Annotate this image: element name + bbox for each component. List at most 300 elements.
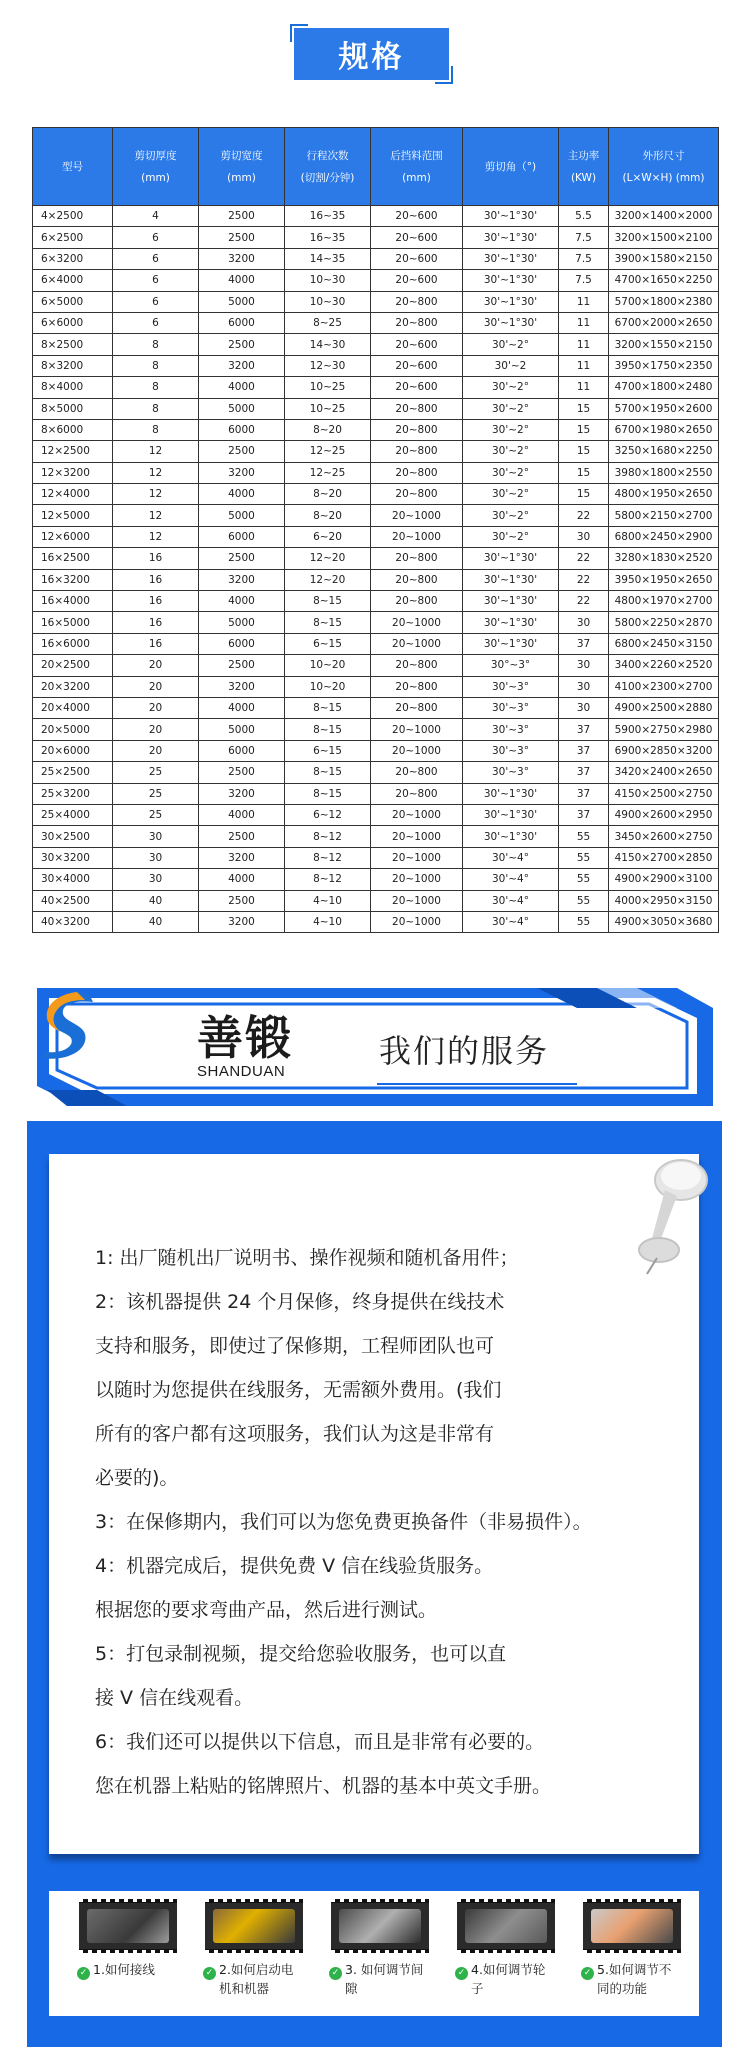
table-row — [33, 804, 719, 825]
video-label-line2: 隙 — [345, 1981, 358, 1996]
table-cell: 30'~2° — [463, 398, 559, 419]
table-cell: 8×6000 — [33, 419, 113, 440]
table-cell: 20~800 — [371, 291, 463, 312]
table-cell: 10~30 — [285, 291, 371, 312]
table-cell: 40×2500 — [33, 890, 113, 911]
table-cell: 20~800 — [371, 569, 463, 590]
video-item[interactable] — [447, 1899, 565, 2011]
video-label — [69, 1961, 187, 1997]
table-cell: 5000 — [199, 505, 285, 526]
table-cell: 30'~1°30' — [463, 248, 559, 269]
check-icon: ✓ — [455, 1967, 468, 1980]
table-cell: 25×3200 — [33, 783, 113, 804]
table-cell: 6×6000 — [33, 312, 113, 333]
table-cell: 20×3200 — [33, 676, 113, 697]
video-item[interactable] — [321, 1899, 439, 2011]
table-cell: 40×3200 — [33, 911, 113, 932]
table-cell: 15 — [559, 398, 609, 419]
table-cell: 20~600 — [371, 270, 463, 291]
header-unit: (L×W×H) (mm) — [622, 171, 705, 184]
table-row — [33, 526, 719, 547]
table-cell: 30'~4° — [463, 911, 559, 932]
table-cell: 30'~1°30' — [463, 591, 559, 612]
table-cell: 40 — [113, 890, 199, 911]
table-row — [33, 462, 719, 483]
table-cell: 20~1000 — [371, 890, 463, 911]
video-thumbnail[interactable] — [583, 1899, 681, 1953]
table-cell: 16×4000 — [33, 591, 113, 612]
table-cell: 22 — [559, 548, 609, 569]
table-cell: 20~1000 — [371, 847, 463, 868]
table-header-cell — [199, 128, 285, 206]
service-line: 支持和服务，即使过了保修期，工程师团队也可 — [95, 1335, 495, 1357]
table-cell: 5800×2150×2700 — [609, 505, 719, 526]
table-cell: 30'~3° — [463, 676, 559, 697]
table-row — [33, 591, 719, 612]
table-cell: 55 — [559, 911, 609, 932]
table-cell: 37 — [559, 783, 609, 804]
table-cell: 55 — [559, 869, 609, 890]
table-cell: 3420×2400×2650 — [609, 762, 719, 783]
table-cell: 20~800 — [371, 548, 463, 569]
table-row — [33, 270, 719, 291]
table-cell: 20 — [113, 740, 199, 761]
table-cell: 55 — [559, 847, 609, 868]
table-cell: 30'~2° — [463, 441, 559, 462]
table-cell: 4000 — [199, 804, 285, 825]
table-cell: 5000 — [199, 291, 285, 312]
video-frame-image — [87, 1909, 169, 1943]
check-icon: ✓ — [581, 1967, 594, 1980]
check-icon: ✓ — [203, 1967, 216, 1980]
table-cell: 6~15 — [285, 633, 371, 654]
table-cell: 5000 — [199, 612, 285, 633]
table-cell: 3200 — [199, 462, 285, 483]
table-cell: 10~20 — [285, 655, 371, 676]
table-cell: 20~600 — [371, 248, 463, 269]
table-cell: 30'~1°30' — [463, 569, 559, 590]
table-cell: 16 — [113, 591, 199, 612]
table-cell: 20~800 — [371, 398, 463, 419]
logo-chinese-text: 善锻 — [197, 1011, 293, 1065]
video-label-line1: 4.如何调节轮 — [471, 1962, 546, 1977]
table-cell: 6800×2450×2900 — [609, 526, 719, 547]
table-cell: 20~800 — [371, 591, 463, 612]
table-cell: 12×6000 — [33, 526, 113, 547]
table-cell: 37 — [559, 740, 609, 761]
table-cell: 4800×1950×2650 — [609, 484, 719, 505]
table-row — [33, 505, 719, 526]
table-cell: 30'~1°30' — [463, 633, 559, 654]
table-cell: 5000 — [199, 398, 285, 419]
header-unit: (mm) — [141, 171, 170, 184]
table-row — [33, 911, 719, 932]
table-cell: 4700×1650×2250 — [609, 270, 719, 291]
video-label-line2: 子 — [471, 1981, 484, 1996]
table-cell: 7.5 — [559, 248, 609, 269]
table-cell: 20~1000 — [371, 869, 463, 890]
table-cell: 6~20 — [285, 526, 371, 547]
table-cell: 20~800 — [371, 762, 463, 783]
video-label — [321, 1961, 439, 1997]
video-item[interactable] — [573, 1899, 691, 2011]
table-cell: 20~800 — [371, 419, 463, 440]
table-cell: 3980×1800×2550 — [609, 462, 719, 483]
table-cell: 7.5 — [559, 270, 609, 291]
table-cell: 8~15 — [285, 719, 371, 740]
table-cell: 8~15 — [285, 591, 371, 612]
table-cell: 3450×2600×2750 — [609, 826, 719, 847]
table-cell: 12 — [113, 484, 199, 505]
table-cell: 6700×1980×2650 — [609, 419, 719, 440]
table-cell: 6 — [113, 291, 199, 312]
table-row — [33, 762, 719, 783]
table-cell: 6000 — [199, 526, 285, 547]
table-cell: 2500 — [199, 227, 285, 248]
video-frame-image — [591, 1909, 673, 1943]
banner-frame — [37, 988, 713, 1106]
table-cell: 20~800 — [371, 697, 463, 718]
table-cell: 30 — [559, 697, 609, 718]
table-cell: 4000 — [199, 697, 285, 718]
table-cell: 20~800 — [371, 655, 463, 676]
table-cell: 20 — [113, 719, 199, 740]
table-cell: 8~12 — [285, 847, 371, 868]
table-row — [33, 655, 719, 676]
table-cell: 20~1000 — [371, 633, 463, 654]
table-cell: 20~1000 — [371, 526, 463, 547]
table-cell: 5900×2750×2980 — [609, 719, 719, 740]
table-cell: 3200 — [199, 355, 285, 376]
table-cell: 30'~2° — [463, 462, 559, 483]
table-row — [33, 740, 719, 761]
table-cell: 30'~2° — [463, 334, 559, 355]
table-cell: 8 — [113, 355, 199, 376]
table-cell: 6 — [113, 248, 199, 269]
table-cell: 20~800 — [371, 441, 463, 462]
table-cell: 11 — [559, 377, 609, 398]
table-cell: 30 — [113, 826, 199, 847]
table-cell: 25 — [113, 783, 199, 804]
table-cell: 4900×3050×3680 — [609, 911, 719, 932]
check-icon: ✓ — [77, 1967, 90, 1980]
header-label: 外形尺寸 — [642, 149, 685, 162]
table-cell: 11 — [559, 312, 609, 333]
table-cell: 20×4000 — [33, 697, 113, 718]
header-unit: (KW) — [570, 171, 597, 184]
service-line: 您在机器上粘贴的铭牌照片、机器的基本中英文手册。 — [95, 1775, 552, 1797]
table-cell: 22 — [559, 505, 609, 526]
table-cell: 12×5000 — [33, 505, 113, 526]
table-cell: 3200 — [199, 911, 285, 932]
video-thumbnail[interactable] — [205, 1899, 303, 1953]
table-cell: 12~30 — [285, 355, 371, 376]
shanduan-logo-icon — [37, 988, 97, 1060]
table-cell: 3200 — [199, 847, 285, 868]
table-cell: 30'~2° — [463, 505, 559, 526]
table-row — [33, 869, 719, 890]
video-label-line1: 5.如何调节不 — [597, 1962, 672, 1977]
table-cell: 20~800 — [371, 484, 463, 505]
table-cell: 8~20 — [285, 505, 371, 526]
table-cell: 22 — [559, 569, 609, 590]
table-cell: 6 — [113, 227, 199, 248]
table-cell: 20~1000 — [371, 612, 463, 633]
table-row — [33, 355, 719, 376]
table-cell: 30'~3° — [463, 697, 559, 718]
table-cell: 16×2500 — [33, 548, 113, 569]
table-cell: 4000 — [199, 591, 285, 612]
table-cell: 6×5000 — [33, 291, 113, 312]
table-cell: 20 — [113, 676, 199, 697]
table-cell: 30'~2° — [463, 484, 559, 505]
service-line: 接 V 信在线观看。 — [95, 1687, 254, 1709]
table-cell: 5.5 — [559, 206, 609, 227]
table-cell: 37 — [559, 719, 609, 740]
table-row — [33, 890, 719, 911]
table-cell: 20~600 — [371, 334, 463, 355]
table-cell: 37 — [559, 633, 609, 654]
table-cell: 6×4000 — [33, 270, 113, 291]
table-row — [33, 334, 719, 355]
table-cell: 30×4000 — [33, 869, 113, 890]
table-cell: 30'~2° — [463, 419, 559, 440]
table-row — [33, 206, 719, 227]
video-label-line1: 3. 如何调节间 — [345, 1962, 424, 1977]
table-cell: 4900×2900×3100 — [609, 869, 719, 890]
service-line: 6：我们还可以提供以下信息，而且是非常有必要的。 — [95, 1731, 545, 1753]
table-cell: 20~1000 — [371, 804, 463, 825]
table-cell: 4900×2500×2880 — [609, 697, 719, 718]
table-cell: 6×2500 — [33, 227, 113, 248]
table-cell: 4000 — [199, 869, 285, 890]
table-cell: 37 — [559, 762, 609, 783]
table-cell: 12 — [113, 441, 199, 462]
table-cell: 30'~2 — [463, 355, 559, 376]
table-row — [33, 227, 719, 248]
video-label-line1: 2.如何启动电 — [219, 1962, 294, 1977]
table-cell: 30°~3° — [463, 655, 559, 676]
table-cell: 4150×2500×2750 — [609, 783, 719, 804]
table-cell: 7.5 — [559, 227, 609, 248]
table-cell: 30'~2° — [463, 526, 559, 547]
table-cell: 20×2500 — [33, 655, 113, 676]
table-cell: 30 — [559, 526, 609, 547]
table-cell: 4800×1970×2700 — [609, 591, 719, 612]
table-cell: 37 — [559, 804, 609, 825]
table-cell: 30 — [559, 676, 609, 697]
table-cell: 2500 — [199, 762, 285, 783]
spec-table — [32, 127, 719, 933]
video-thumbnail[interactable] — [331, 1899, 429, 1953]
table-header-cell — [609, 128, 719, 206]
table-row — [33, 398, 719, 419]
service-card — [49, 1154, 699, 1854]
service-line: 以随时为您提供在线服务，无需额外费用。(我们 — [95, 1379, 502, 1401]
table-header-row — [33, 128, 719, 206]
table-cell: 4000 — [199, 377, 285, 398]
table-cell: 11 — [559, 291, 609, 312]
table-cell: 6700×2000×2650 — [609, 312, 719, 333]
table-cell: 6000 — [199, 633, 285, 654]
table-cell: 8~15 — [285, 762, 371, 783]
table-cell: 25 — [113, 762, 199, 783]
table-row — [33, 248, 719, 269]
table-cell: 15 — [559, 484, 609, 505]
table-cell: 30'~2° — [463, 377, 559, 398]
table-cell: 30'~3° — [463, 762, 559, 783]
table-cell: 3400×2260×2520 — [609, 655, 719, 676]
table-cell: 20~1000 — [371, 719, 463, 740]
table-cell: 8 — [113, 377, 199, 398]
table-cell: 3200 — [199, 569, 285, 590]
video-strip — [49, 1891, 699, 2016]
header-unit: (mm) — [402, 171, 431, 184]
video-label — [195, 1961, 313, 1997]
table-cell: 8~15 — [285, 612, 371, 633]
table-cell: 6800×2450×3150 — [609, 633, 719, 654]
video-label-line1: 1.如何接线 — [93, 1962, 155, 1977]
table-cell: 2500 — [199, 441, 285, 462]
table-header-cell — [371, 128, 463, 206]
header-unit: (切割/分钟) — [300, 171, 355, 184]
table-row — [33, 569, 719, 590]
table-cell: 30 — [559, 655, 609, 676]
table-cell: 20~1000 — [371, 911, 463, 932]
header-label: 主功率 — [567, 149, 600, 162]
table-header-cell — [559, 128, 609, 206]
service-line: 4：机器完成后，提供免费 V 信在线验货服务。 — [95, 1555, 494, 1577]
table-cell: 12×2500 — [33, 441, 113, 462]
table-row — [33, 312, 719, 333]
table-cell: 20~1000 — [371, 740, 463, 761]
table-cell: 8~25 — [285, 312, 371, 333]
header-label: 型号 — [62, 160, 83, 173]
table-cell: 25 — [113, 804, 199, 825]
table-cell: 4000 — [199, 484, 285, 505]
header-label: 剪切厚度 — [134, 149, 177, 162]
table-cell: 8×5000 — [33, 398, 113, 419]
table-cell: 8×2500 — [33, 334, 113, 355]
table-cell: 30 — [113, 869, 199, 890]
table-cell: 8~15 — [285, 783, 371, 804]
table-cell: 8 — [113, 334, 199, 355]
table-cell: 3950×1750×2350 — [609, 355, 719, 376]
table-cell: 30'~1°30' — [463, 612, 559, 633]
table-cell: 4150×2700×2850 — [609, 847, 719, 868]
video-frame-image — [465, 1909, 547, 1943]
table-row — [33, 676, 719, 697]
table-cell: 3200 — [199, 248, 285, 269]
table-cell: 4100×2300×2700 — [609, 676, 719, 697]
table-row — [33, 719, 719, 740]
table-cell: 2500 — [199, 548, 285, 569]
table-cell: 3900×1580×2150 — [609, 248, 719, 269]
table-cell: 2500 — [199, 334, 285, 355]
table-cell: 20~800 — [371, 312, 463, 333]
service-panel — [27, 1121, 722, 2047]
table-cell: 4~10 — [285, 911, 371, 932]
table-cell: 2500 — [199, 655, 285, 676]
video-frame-image — [339, 1909, 421, 1943]
table-cell: 20×5000 — [33, 719, 113, 740]
table-cell: 6 — [113, 270, 199, 291]
table-header-cell — [113, 128, 199, 206]
table-cell: 30'~1°30' — [463, 227, 559, 248]
table-cell: 8~12 — [285, 826, 371, 847]
table-cell: 20~600 — [371, 206, 463, 227]
table-cell: 3200 — [199, 783, 285, 804]
video-label-line2: 机和机器 — [219, 1981, 270, 1996]
service-line: 必要的)。 — [95, 1467, 179, 1489]
table-cell: 30'~1°30' — [463, 783, 559, 804]
video-label-line2: 同的功能 — [597, 1981, 648, 1996]
check-icon: ✓ — [329, 1967, 342, 1980]
table-cell: 30'~1°30' — [463, 548, 559, 569]
table-cell: 12 — [113, 505, 199, 526]
table-cell: 6 — [113, 312, 199, 333]
table-cell: 30'~4° — [463, 847, 559, 868]
service-title: 我们的服务 — [379, 1032, 550, 1070]
table-cell: 6000 — [199, 740, 285, 761]
table-cell: 3250×1680×2250 — [609, 441, 719, 462]
video-item[interactable] — [69, 1899, 187, 2011]
video-thumbnail[interactable] — [79, 1899, 177, 1953]
header-unit: (mm) — [227, 171, 256, 184]
table-cell: 3200×1400×2000 — [609, 206, 719, 227]
table-body — [33, 206, 719, 933]
table-cell: 5800×2250×2870 — [609, 612, 719, 633]
service-banner — [37, 988, 713, 1106]
table-cell: 30 — [559, 612, 609, 633]
table-cell: 15 — [559, 462, 609, 483]
table-row — [33, 612, 719, 633]
table-cell: 4 — [113, 206, 199, 227]
table-row — [33, 826, 719, 847]
video-label-line2 — [77, 1981, 93, 1996]
table-cell: 16~35 — [285, 227, 371, 248]
table-cell: 8×3200 — [33, 355, 113, 376]
table-cell: 3950×1950×2650 — [609, 569, 719, 590]
table-cell: 16 — [113, 612, 199, 633]
table-row — [33, 484, 719, 505]
table-cell: 16×5000 — [33, 612, 113, 633]
table-header-cell — [285, 128, 371, 206]
table-cell: 20~800 — [371, 676, 463, 697]
service-line: 根据您的要求弯曲产品，然后进行测试。 — [95, 1599, 438, 1621]
table-row — [33, 441, 719, 462]
table-cell: 5700×1950×2600 — [609, 398, 719, 419]
table-cell: 14~30 — [285, 334, 371, 355]
table-cell: 6000 — [199, 419, 285, 440]
table-cell: 3280×1830×2520 — [609, 548, 719, 569]
table-cell: 20~1000 — [371, 505, 463, 526]
table-cell: 30'~3° — [463, 719, 559, 740]
table-cell: 30'~1°30' — [463, 826, 559, 847]
table-cell: 20~800 — [371, 462, 463, 483]
table-row — [33, 419, 719, 440]
table-cell: 10~25 — [285, 398, 371, 419]
video-item[interactable] — [195, 1899, 313, 2011]
table-cell: 22 — [559, 591, 609, 612]
table-cell: 8 — [113, 419, 199, 440]
service-line: 所有的客户都有这项服务，我们认为这是非常有 — [95, 1423, 495, 1445]
table-cell: 55 — [559, 826, 609, 847]
video-thumbnail[interactable] — [457, 1899, 555, 1953]
table-cell: 3200×1550×2150 — [609, 334, 719, 355]
table-row — [33, 548, 719, 569]
table-cell: 6900×2850×3200 — [609, 740, 719, 761]
